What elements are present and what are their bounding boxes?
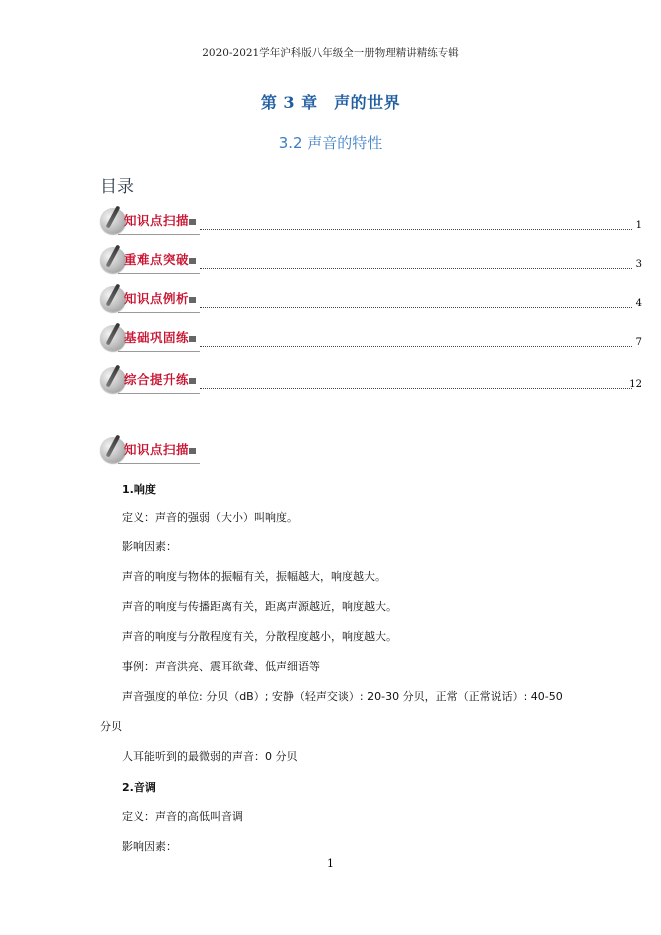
- toc-item-page: 12: [629, 379, 642, 390]
- toc-item-page: 3: [635, 259, 642, 270]
- toc-leader-dots: [200, 307, 632, 308]
- section-badge: [100, 435, 202, 467]
- section-badge: [100, 284, 202, 316]
- paragraph: 声音强度的单位: 分贝（dB）; 安静（轻声交谈）: 20-30 分贝，正常（正常说话）: 40-50: [122, 690, 563, 703]
- toc-item[interactable]: [100, 365, 642, 397]
- badge-mark-icon: [189, 258, 196, 264]
- toc-item-label: 重难点突破: [124, 252, 190, 267]
- badge-mark-icon: [189, 448, 196, 454]
- paragraph: 定义：声音的高低叫音调: [122, 810, 243, 823]
- section-badge: [100, 365, 202, 397]
- toc-item-page: 1: [635, 220, 642, 231]
- paragraph: 声音的响度与分散程度有关，分散程度越小，响度越大。: [122, 630, 397, 643]
- subheading-loudness: 1.响度: [122, 483, 156, 496]
- paragraph: 人耳能听到的最微弱的声音：0 分贝: [122, 750, 298, 763]
- paragraph: 影响因素：: [122, 540, 177, 553]
- toc-item-label: 综合提升练: [124, 372, 190, 387]
- paragraph: 分贝: [100, 720, 122, 733]
- toc-item[interactable]: [100, 245, 642, 277]
- section-badge: [100, 206, 202, 238]
- section-badge: [100, 323, 202, 355]
- toc-item[interactable]: [100, 284, 642, 316]
- badge-mark-icon: [189, 378, 196, 384]
- toc-item-label: 知识点例析: [124, 291, 190, 306]
- paragraph: 事例：声音洪亮、震耳欲聋、低声细语等: [122, 660, 320, 673]
- toc-item[interactable]: [100, 206, 642, 238]
- toc-leader-dots: [200, 388, 632, 389]
- chapter-title: 第 3 章 声的世界: [260, 93, 401, 112]
- toc-leader-dots: [200, 346, 632, 347]
- badge-mark-icon: [189, 297, 196, 303]
- toc-item-page: 4: [635, 298, 642, 309]
- badge-mark-icon: [189, 219, 196, 225]
- section-badge: [100, 245, 202, 277]
- toc-leader-dots: [200, 229, 632, 230]
- section-badge-label: 知识点扫描: [124, 442, 190, 457]
- subheading-pitch: 2.音调: [122, 781, 156, 794]
- page-number: 1: [327, 857, 334, 870]
- paragraph: 声音的响度与传播距离有关，距离声源越近，响度越大。: [122, 600, 397, 613]
- toc-title: 目录: [100, 177, 134, 197]
- page-header: 2020-2021学年沪科版八年级全一册物理精讲精练专辑: [202, 47, 459, 59]
- toc-leader-dots: [200, 268, 632, 269]
- toc-item[interactable]: [100, 323, 642, 355]
- paragraph: 声音的响度与物体的振幅有关，振幅越大，响度越大。: [122, 570, 386, 583]
- badge-mark-icon: [189, 336, 196, 342]
- toc-item-label: 基础巩固练: [124, 330, 190, 345]
- section-title: 3.2 声音的特性: [278, 134, 383, 152]
- paragraph: 影响因素：: [122, 840, 177, 853]
- paragraph: 定义：声音的强弱（大小）叫响度。: [122, 511, 298, 524]
- toc-item-page: 7: [635, 337, 642, 348]
- toc-item-label: 知识点扫描: [124, 213, 190, 228]
